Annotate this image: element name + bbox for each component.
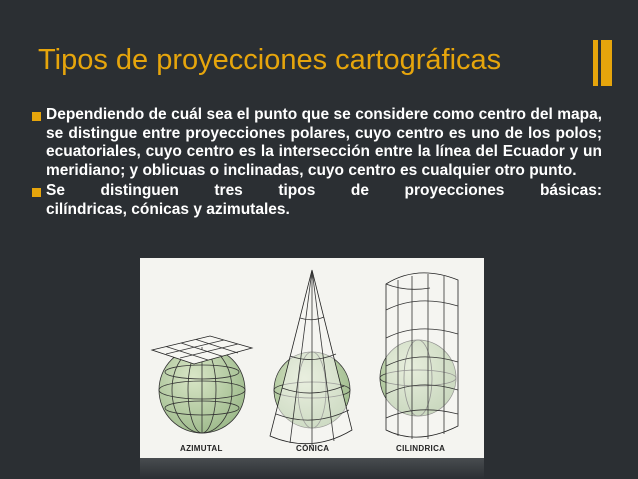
cylindrical-projection-drawing bbox=[380, 273, 458, 439]
bullet-text-line-2: cilíndricas, cónicas y azimutales. bbox=[46, 200, 290, 218]
bullet-item-projection-centers bbox=[30, 106, 602, 180]
bullet-text-line-1: Se distinguen tres tipos de proyecciones básicas: bbox=[46, 182, 602, 199]
cylindrical-label: CILINDRICA bbox=[396, 444, 446, 453]
conic-label: CÓNICA bbox=[296, 444, 330, 453]
figure-reflection bbox=[140, 458, 484, 479]
projections-illustration bbox=[140, 258, 484, 458]
title-accent-bar-thick bbox=[601, 40, 612, 86]
square-bullet-icon bbox=[32, 112, 41, 121]
projections-figure bbox=[140, 258, 484, 458]
bullet-item-basic-types bbox=[30, 182, 602, 219]
title-accent-bar-thin bbox=[593, 40, 598, 86]
azimuthal-label: AZIMUTAL bbox=[180, 444, 223, 453]
conic-projection-drawing bbox=[270, 270, 352, 446]
square-bullet-icon bbox=[32, 188, 41, 197]
slide-title: Tipos de proyecciones cartográficas bbox=[38, 44, 502, 76]
azimuthal-projection-drawing bbox=[152, 336, 252, 433]
bullet-text: Dependiendo de cuál sea el punto que se considere como centro del mapa, se distingue entre proyecciones polares, cuyo centro es uno de los polos; ecuatoriales, cuyo centro es la intersección entre la línea del Ecuador y un meridiano; y oblicuas o inclinadas, cuyo centro es cualquier otro punto. bbox=[46, 106, 602, 179]
bullet-list bbox=[30, 106, 602, 221]
